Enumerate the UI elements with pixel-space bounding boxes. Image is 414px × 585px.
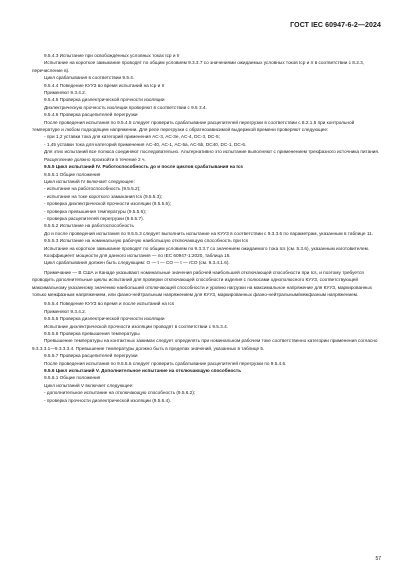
- paragraph: До и после проведения испытания по 9.5.5.3 следует выполнить испытание на КУУЗ в соответствии с 9.3.3.6 по параметрам, указанным в таблице 11.: [44, 230, 373, 236]
- paragraph: Цикл срабатывания должен быть следующим: O — t — CO — t — rCO (см. 9.3.4.1.6).: [44, 260, 230, 266]
- paragraph: После проведения испытания по 9.5.5.6 следует проверить срабатывание расцепителей перегрузки по 9.5.4.6.: [44, 360, 287, 366]
- paragraph: 9.5.5.4 Поведение КУУЗ во время и после испытаний на Ics: [44, 301, 175, 307]
- paragraph: Для этих испытаний все полюса соединяют последовательно. Альтернативно это испытание выполняют с применением трехфазного источника питания.: [44, 149, 380, 155]
- paragraph: Применяют 9.3.4.2.: [44, 90, 87, 96]
- paragraph: - проверка прочности диэлектрической изоляции (9.5.6.4).: [44, 397, 171, 403]
- page-header: ГОСТ IEC 60947-6-2—2024: [290, 22, 381, 29]
- paragraph: - 1,45 уставки тока для категорий применения AC-40, AC-1, AC-5a, AC-5b, DC40, DC-1, DC-6.: [44, 141, 247, 147]
- paragraph: 9.5.4.3 Испытание при освобождённых условных токах Icp и Ir: [44, 53, 180, 58]
- paragraph: - при 1,2 уставки тока для категорий применения AC-3, AC-3e, AC-4, DC-3, DC-5;: [44, 134, 220, 140]
- paragraph: Испытание диэлектрической прочности изоляции проводят в соответствии с 9.5.3.4.: [44, 323, 228, 329]
- paragraph: 9.5.5.2 Испытание на работоспособность: [44, 223, 134, 229]
- paragraph: 9.5.5 Цикл испытаний IV. Работоспособность до и после циклов срабатывания на Ics: [44, 164, 243, 170]
- paragraph: Коэффициент мощности для данного испытания — по IEC 60947-1:2020, таблица 16.: [44, 252, 231, 258]
- paragraph: - испытание на токе короткого замыкания Ics (9.5.5.3);: [44, 193, 163, 199]
- paragraph: Диэлектрическую прочность изоляции проверяют в соответствии с 9.5 3.4.: [44, 104, 207, 110]
- paragraph: - проверка диэлектрической прочности изоляции (9.5.5.5);: [44, 201, 171, 207]
- paragraph: 9.5.6.1 Общие положения: [44, 375, 101, 381]
- paragraph: - проверка расцепителей перегрузки (9.5.5.7).: [44, 215, 144, 221]
- paragraph: Испытание на короткое замыкание проводят по общим условиям 9.3.3.7 со значениями ожидаемых условных токов Icp и Ir в соответствии с 8.2.3, перечисление в).: [32, 60, 365, 73]
- paragraph: 9.5.4.5 Проверка диэлектрической прочности изоляции: [44, 97, 165, 103]
- paragraph: 9.5.4.4 Поведение КУУЗ во время испытаний на Icp и Ir: [44, 82, 165, 88]
- paragraph: Применяют 9.3.4.2.: [44, 308, 87, 314]
- paragraph: Цикл испытаний V включает следующее:: [44, 382, 134, 388]
- paragraph: - дополнительное испытание на отключающую способность (9.5.6.2);: [44, 390, 196, 396]
- paragraph: Примечание — В США и Канаде указывают номинальные значения рабочей наибольшей отключающей способности при Ics, и поэтому требуется проводить дополнительные циклы испытаний для проверки отключающей способности изделия с полюсами однополюсного КУУЗ, соответствующей максимальному указанному значению наибольшей отключающей способности и уровню нагрузки на максимальное напряжение для КУУЗ, маркированных только межфазным напряжением, или фазно-нейтральным напряжением для КУУЗ, маркированных фазно-нейтральным/межфазным напряжением.: [32, 269, 372, 297]
- paragraph: 9.5.5.5 Проверка диэлектрической прочности изоляции: [44, 316, 165, 322]
- page-number: 57: [375, 556, 381, 562]
- paragraph: - проверка превышения температуры (9.5.5.6);: [44, 208, 147, 214]
- paragraph: 9.5.5.7 Проверка расцепителей перегрузки: [44, 353, 138, 359]
- paragraph: Испытание на короткое замыкание проводят по общим условиям по 9.3.3.7 со значением ожидаемого тока Ics (см. 5.3.6), указанным изготовителем.: [44, 245, 370, 251]
- paragraph: После проведения испытания по 9.5.4.5 следует проверить срабатывание расцепителей перегрузки в соответствии с 8.2.1.5 при контрольной температуре и любом подходящем напряжении. Для реле перегрузки с обратнозависимой выдержкой времени проверяют следующее:: [32, 119, 355, 133]
- paragraph: Цикл испытаний IV включает следующее:: [44, 178, 135, 184]
- paragraph: 9.5.6 Цикл испытаний V. Дополнительное испытание на отключающую способность: [44, 368, 242, 374]
- paragraph: 9.5.5.1 Общие положения: [44, 171, 101, 177]
- paragraph: Превышение температуры на контактных зажимах следует определять при номинальном рабочем токе соответственно категории применения согласно 9.3.3.3.1—9.3.3.3.4. Превышение температуры должно быть в пределах значений, указанных в таблице 5.: [32, 338, 378, 351]
- document-body: [32, 52, 380, 404]
- paragraph: 9.5.4.6 Проверка расцепителей перегрузки: [44, 112, 138, 118]
- paragraph: Расцепление должно произойти в течение 2 ч.: [44, 156, 146, 162]
- paragraph: 9.5.5.6 Проверка превышения температуры: [44, 331, 140, 337]
- paragraph: 9.5.5.3 Испытание на номинальную рабочую наибольшую отключающую способность при Ics: [44, 238, 249, 244]
- paragraph: Цикл срабатывания в соответствии 9.5.4.: [44, 75, 135, 81]
- paragraph: - испытание на работоспособность (9.5.5.2);: [44, 186, 141, 192]
